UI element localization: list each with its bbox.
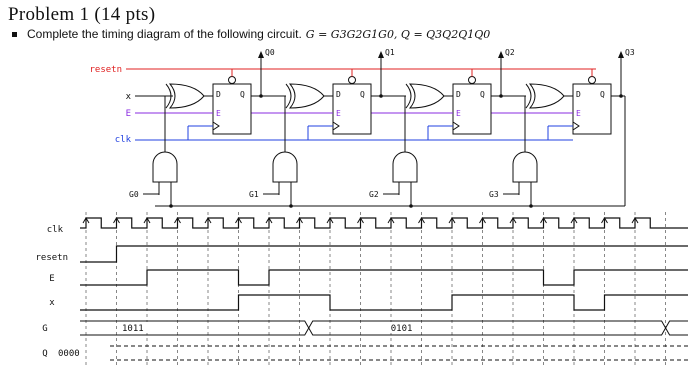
or-gate-3 [530,84,564,108]
reset-bubble-3 [589,77,596,84]
or-gate-0 [170,84,204,108]
ff-d-pin-0: D [216,90,221,99]
e-waveform [80,270,688,285]
formula-text: G = G3G2G1G0, Q = Q3Q2Q1Q0 [305,28,491,41]
timing-label-resetn: resetn [35,253,68,263]
e-label: E [125,109,131,119]
g-label-1: G1 [249,190,259,199]
q-output-label-2: Q2 [505,48,515,57]
or-gate-back-1 [286,84,291,108]
g-label-0: G0 [129,190,139,199]
and-gate-0 [153,152,177,182]
q-arrow-icon-3 [618,51,624,58]
g-value-1: 0101 [390,324,413,334]
clk-waveform [80,218,688,228]
q-output-label-0: Q0 [265,48,275,57]
ff-q-pin-0: Q [240,90,245,99]
timing-waveforms [80,212,698,368]
and-gate-3 [513,152,537,182]
timing-label-clk: clk [46,225,63,235]
g-bus-top [80,321,688,335]
and-gate-1 [273,152,297,182]
reset-bubble-2 [469,77,476,84]
reset-bubble-1 [349,77,356,84]
timing-diagram [35,212,698,368]
timing-label-e: E [49,274,55,284]
resetn-waveform [80,246,688,262]
ff-q-pin-1: Q [360,90,365,99]
bus-node-2 [409,204,413,208]
ff-d-pin-3: D [576,90,581,99]
or-gate-back-3 [526,84,531,108]
or-gate-back-2 [406,84,411,108]
problem-title: Problem 1 (14 pts) [8,4,156,25]
resetn-label: resetn [89,65,122,75]
g-label-3: G3 [489,190,499,199]
bus-node-3 [529,204,533,208]
bus-node-0 [169,204,173,208]
stage-0 [129,48,286,208]
ff-e-pin-2: E [456,109,461,118]
ff-e-pin-1: E [336,109,341,118]
g-label-2: G2 [369,190,379,199]
ff-d-pin-1: D [336,90,341,99]
stage-1 [249,48,406,208]
timing-label-q: Q [42,349,48,359]
ff-d-pin-2: D [456,90,461,99]
clk-label: clk [114,135,131,145]
ff-e-pin-0: E [216,109,221,118]
stage-3 [489,48,635,208]
q-initial-value: 0000 [58,349,80,359]
or-gate-1 [290,84,324,108]
ff-q-pin-3: Q [600,90,605,99]
reset-bubble-0 [229,77,236,84]
q-arrow-icon-2 [498,51,504,58]
g-value-0: 1011 [122,324,144,334]
instruction-text: Complete the timing diagram of the following circuit. [27,27,302,41]
q-arrow-icon-0 [258,51,264,58]
ff-e-pin-3: E [576,109,581,118]
x-label: x [125,92,131,102]
q-arrow-icon-1 [378,51,384,58]
bus-node-1 [289,204,293,208]
stage-2 [369,48,526,208]
and-gate-2 [393,152,417,182]
timing-label-x: x [49,298,55,308]
timing-label-g: G [42,324,48,334]
ff-q-pin-2: Q [480,90,485,99]
x-waveform [80,295,688,310]
q-output-label-1: Q1 [385,48,395,57]
register-stages [129,48,635,208]
q-output-label-3: Q3 [625,48,635,57]
g-bus-bottom [80,321,688,335]
or-gate-2 [410,84,444,108]
